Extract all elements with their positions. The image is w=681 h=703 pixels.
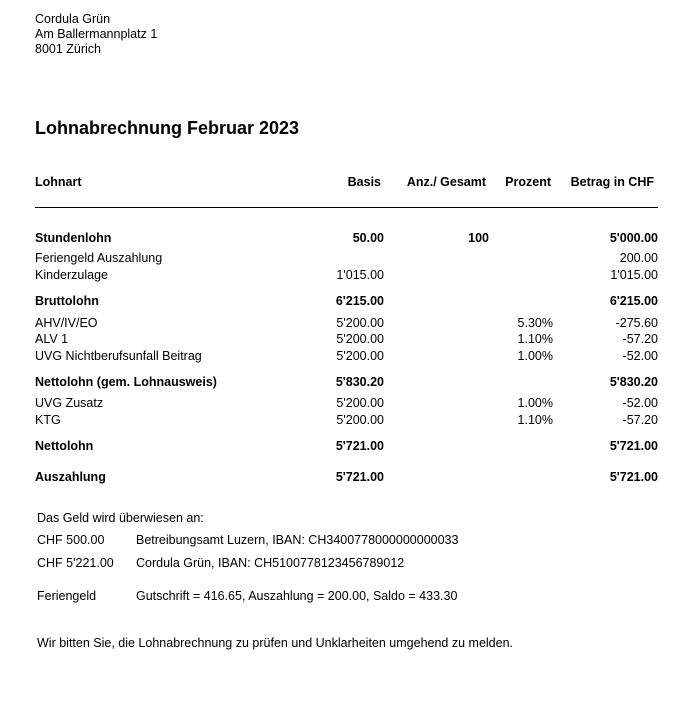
row-betrag: 6'215.00 — [609, 294, 658, 308]
header-lohnart: Lohnart — [35, 175, 82, 189]
holiday-pay-summary: Gutschrift = 416.65, Auszahlung = 200.00, Saldo = 433.30 — [136, 589, 458, 603]
row-label: Auszahlung — [35, 470, 106, 484]
row-label: Bruttolohn — [35, 294, 99, 308]
row-label: Nettolohn — [35, 439, 94, 453]
table-row — [0, 375, 681, 391]
address-street: Am Ballermannplatz 1 — [35, 27, 158, 41]
header-divider — [35, 207, 658, 208]
transfer-intro: Das Geld wird überwiesen an: — [37, 511, 204, 525]
address-block — [35, 12, 157, 57]
table-row — [0, 470, 681, 486]
table-row — [0, 268, 681, 284]
row-basis: 5'200.00 — [336, 349, 384, 363]
table-row — [0, 316, 681, 332]
row-basis: 5'200.00 — [336, 316, 384, 330]
address-city: 8001 Zürich — [35, 42, 102, 56]
table-row — [0, 396, 681, 412]
table-row — [0, 349, 681, 365]
holiday-pay-label: Feriengeld — [37, 589, 97, 603]
row-label: Stundenlohn — [35, 231, 112, 245]
row-label: Kinderzulage — [35, 268, 108, 282]
row-betrag: 5'721.00 — [609, 439, 658, 453]
table-row — [0, 332, 681, 348]
table-row — [0, 251, 681, 267]
row-prozent: 1.10% — [517, 413, 553, 427]
row-label: AHV/IV/EO — [35, 316, 98, 330]
payment-recipient: Cordula Grün, IBAN: CH5100778123456789012 — [136, 556, 405, 570]
row-label: UVG Nichtberufsunfall Beitrag — [35, 349, 202, 363]
row-betrag: 5'830.20 — [609, 375, 658, 389]
row-prozent: 1.00% — [517, 349, 553, 363]
row-basis: 50.00 — [352, 231, 384, 245]
page-title: Lohnabrechnung Februar 2023 — [35, 118, 300, 138]
row-anzahl: 100 — [468, 231, 489, 245]
row-label: ALV 1 — [35, 332, 69, 346]
row-label: Feriengeld Auszahlung — [35, 251, 163, 265]
header-anzahl: Anz./ Gesamt — [406, 175, 486, 189]
row-basis: 5'721.00 — [335, 439, 384, 453]
row-betrag: -57.20 — [622, 413, 658, 427]
row-prozent: 5.30% — [517, 316, 553, 330]
row-betrag: 5'000.00 — [609, 231, 658, 245]
row-betrag: -57.20 — [622, 332, 658, 346]
closing-note: Wir bitten Sie, die Lohnabrechnung zu prüfen und Unklarheiten umgehend zu melden. — [37, 636, 514, 650]
row-label: UVG Zusatz — [35, 396, 104, 410]
row-betrag: -52.00 — [622, 349, 658, 363]
row-basis: 5'200.00 — [336, 413, 384, 427]
payment-recipient: Betreibungsamt Luzern, IBAN: CH3400778000000000033 — [136, 533, 459, 547]
row-basis: 5'721.00 — [335, 470, 384, 484]
table-row — [0, 413, 681, 429]
row-betrag: -275.60 — [615, 316, 658, 330]
row-basis: 5'200.00 — [336, 396, 384, 410]
address-name: Cordula Grün — [35, 12, 111, 26]
row-prozent: 1.00% — [517, 396, 553, 410]
row-basis: 1'015.00 — [336, 268, 384, 282]
table-row — [0, 294, 681, 310]
row-prozent: 1.10% — [517, 332, 553, 346]
row-betrag: 200.00 — [619, 251, 658, 265]
row-label: Nettolohn (gem. Lohnausweis) — [35, 375, 217, 389]
row-betrag: -52.00 — [622, 396, 658, 410]
header-basis: Basis — [347, 175, 381, 189]
row-label: KTG — [35, 413, 61, 427]
payment-amount: CHF 500.00 — [37, 533, 105, 547]
header-prozent: Prozent — [505, 175, 551, 189]
table-row — [0, 231, 681, 247]
header-betrag: Betrag in CHF — [570, 175, 654, 189]
payment-amount: CHF 5'221.00 — [37, 556, 114, 570]
row-betrag: 5'721.00 — [609, 470, 658, 484]
row-basis: 5'200.00 — [336, 332, 384, 346]
table-row — [0, 439, 681, 455]
row-basis: 6'215.00 — [335, 294, 384, 308]
row-betrag: 1'015.00 — [610, 268, 658, 282]
row-basis: 5'830.20 — [335, 375, 384, 389]
